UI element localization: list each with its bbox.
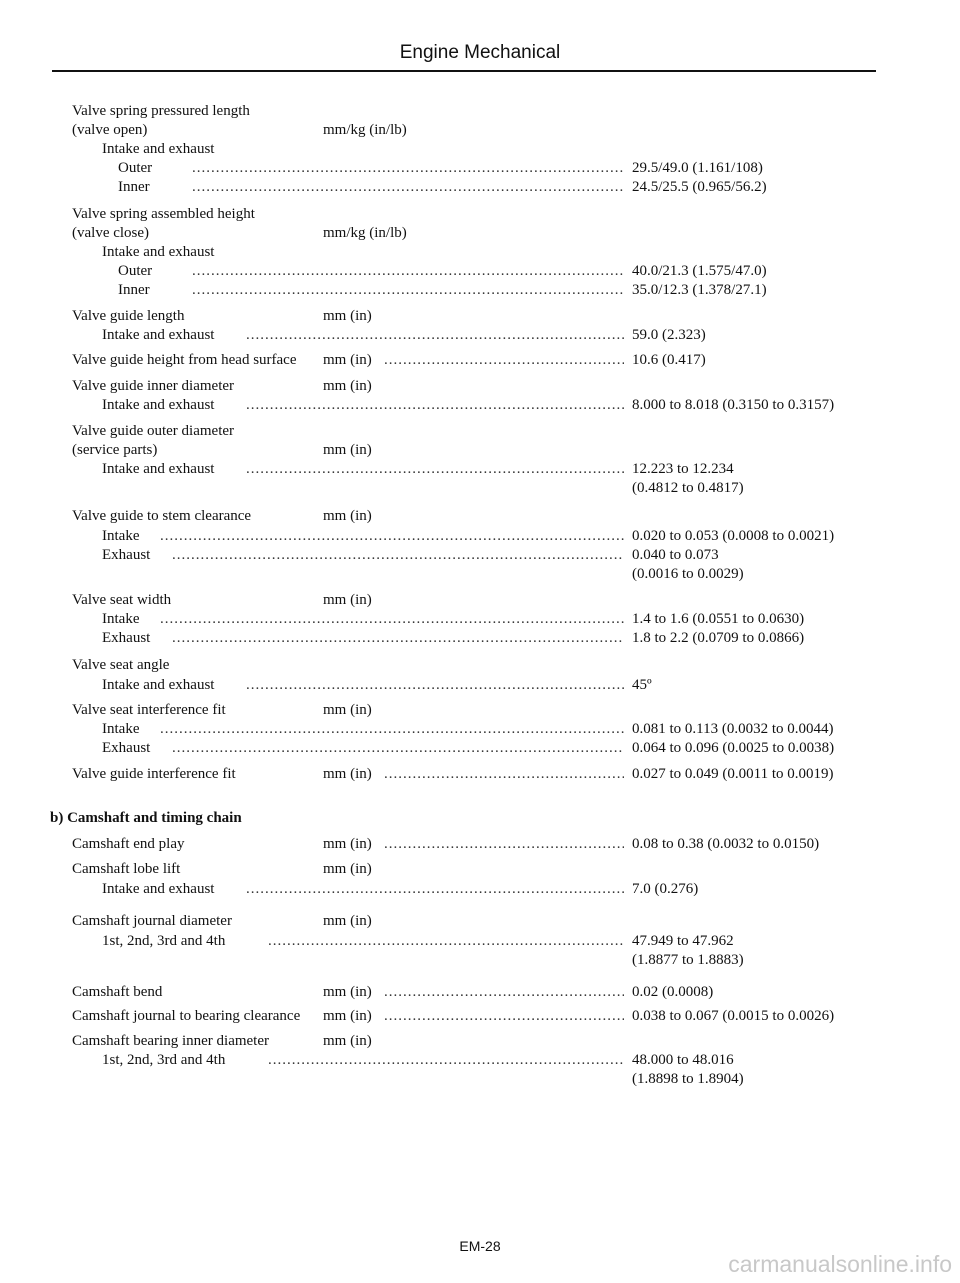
- dot-leader: [384, 983, 624, 1001]
- dot-leader: [384, 351, 624, 369]
- spec-label: (valve open): [72, 122, 148, 138]
- dot-leader: [172, 629, 624, 647]
- spec-value: (0.0016 to 0.0029): [632, 566, 744, 582]
- dot-leader: [246, 396, 624, 414]
- spec-unit: mm (in): [323, 836, 372, 852]
- dot-leader: [192, 262, 624, 280]
- spec-value: (1.8898 to 1.8904): [632, 1071, 744, 1087]
- spec-label: Exhaust: [102, 547, 151, 563]
- spec-unit: mm (in): [323, 442, 372, 458]
- spec-unit: mm (in): [323, 766, 372, 782]
- spec-unit: mm (in): [323, 1033, 372, 1049]
- spec-unit: mm (in): [323, 592, 372, 608]
- spec-unit: mm/kg (in/lb): [323, 122, 407, 138]
- spec-label: Intake: [102, 721, 140, 737]
- spec-label: Valve guide length: [72, 308, 185, 324]
- spec-label: Valve spring assembled height: [72, 206, 255, 222]
- spec-label: (service parts): [72, 442, 158, 458]
- spec-unit: mm (in): [323, 861, 372, 877]
- spec-unit: mm (in): [323, 1008, 372, 1024]
- spec-unit: mm (in): [323, 913, 372, 929]
- spec-value: (1.8877 to 1.8883): [632, 952, 744, 968]
- spec-label: Valve seat interference fit: [72, 702, 226, 718]
- spec-value: 29.5/49.0 (1.161/108): [632, 160, 763, 176]
- spec-label: Valve guide inner diameter: [72, 378, 235, 394]
- spec-label: (valve close): [72, 225, 150, 241]
- spec-label: 1st, 2nd, 3rd and 4th: [102, 1052, 226, 1068]
- page-number: EM-28: [459, 1238, 501, 1254]
- dot-leader: [268, 932, 624, 950]
- spec-label: Valve seat angle: [72, 657, 170, 673]
- spec-label: Valve guide outer diameter: [72, 423, 235, 439]
- spec-unit: mm/kg (in/lb): [323, 225, 407, 241]
- spec-value: 40.0/21.3 (1.575/47.0): [632, 263, 767, 279]
- spec-label: Intake and exhaust: [102, 397, 215, 413]
- spec-unit: mm (in): [323, 508, 372, 524]
- spec-label: Valve guide height from head surface: [72, 352, 297, 368]
- spec-label: Intake and exhaust: [102, 461, 215, 477]
- spec-unit: mm (in): [323, 308, 372, 324]
- dot-leader: [384, 765, 624, 783]
- spec-label: Intake: [102, 611, 140, 627]
- spec-value: 0.020 to 0.053 (0.0008 to 0.0021): [632, 528, 835, 544]
- spec-label: Camshaft lobe lift: [72, 861, 181, 877]
- dot-leader: [268, 1051, 624, 1069]
- spec-value: 12.223 to 12.234: [632, 461, 734, 477]
- dot-leader: [172, 546, 624, 564]
- spec-label: Outer: [118, 160, 153, 176]
- dot-leader: [384, 1007, 624, 1025]
- spec-label: Camshaft journal diameter: [72, 913, 232, 929]
- spec-value: 0.08 to 0.38 (0.0032 to 0.0150): [632, 836, 820, 852]
- spec-value: 48.000 to 48.016: [632, 1052, 734, 1068]
- spec-label: Inner: [118, 282, 150, 298]
- spec-label: Exhaust: [102, 740, 151, 756]
- dot-leader: [172, 739, 624, 757]
- spec-value: 35.0/12.3 (1.378/27.1): [632, 282, 767, 298]
- page-title: Engine Mechanical: [399, 42, 561, 63]
- spec-label: Inner: [118, 179, 150, 195]
- spec-label: Exhaust: [102, 630, 151, 646]
- dot-leader: [246, 676, 624, 694]
- dot-leader: [384, 835, 624, 853]
- spec-value: 8.000 to 8.018 (0.3150 to 0.3157): [632, 397, 835, 413]
- spec-label: Valve guide interference fit: [72, 766, 236, 782]
- spec-value: 1.4 to 1.6 (0.0551 to 0.0630): [632, 611, 805, 627]
- spec-label: Camshaft journal to bearing clearance: [72, 1008, 301, 1024]
- spec-label: 1st, 2nd, 3rd and 4th: [102, 933, 226, 949]
- spec-value: 47.949 to 47.962: [632, 933, 734, 949]
- spec-value: 0.081 to 0.113 (0.0032 to 0.0044): [632, 721, 834, 737]
- spec-value: 59.0 (2.323): [632, 327, 706, 343]
- spec-value: (0.4812 to 0.4817): [632, 480, 744, 496]
- spec-value: 0.064 to 0.096 (0.0025 to 0.0038): [632, 740, 835, 756]
- spec-label: Camshaft bend: [72, 984, 163, 1000]
- dot-leader: [160, 527, 624, 545]
- spec-label: Intake and exhaust: [102, 327, 215, 343]
- spec-value: 45º: [632, 677, 652, 693]
- spec-label: Valve seat width: [72, 592, 172, 608]
- spec-label: Intake and exhaust: [102, 244, 215, 260]
- spec-label: Valve guide to stem clearance: [72, 508, 252, 524]
- spec-label: Camshaft bearing inner diameter: [72, 1033, 270, 1049]
- watermark: carmanualsonline.info: [728, 1251, 952, 1277]
- spec-unit: mm (in): [323, 378, 372, 394]
- dot-leader: [192, 159, 624, 177]
- spec-value: 7.0 (0.276): [632, 881, 699, 897]
- spec-label: Intake: [102, 528, 140, 544]
- dot-leader: [246, 880, 624, 898]
- spec-value: 0.027 to 0.049 (0.0011 to 0.0019): [632, 766, 834, 782]
- dot-leader: [246, 460, 624, 478]
- dot-leader: [160, 610, 624, 628]
- spec-value: 24.5/25.5 (0.965/56.2): [632, 179, 767, 195]
- spec-label: Outer: [118, 263, 153, 279]
- spec-label: Intake and exhaust: [102, 881, 215, 897]
- spec-value: 0.038 to 0.067 (0.0015 to 0.0026): [632, 1008, 835, 1024]
- spec-value: 10.6 (0.417): [632, 352, 706, 368]
- spec-unit: mm (in): [323, 352, 372, 368]
- dot-leader: [160, 720, 624, 738]
- spec-unit: mm (in): [323, 984, 372, 1000]
- spec-unit: mm (in): [323, 702, 372, 718]
- spec-value: 0.040 to 0.073: [632, 547, 719, 563]
- spec-value: 0.02 (0.0008): [632, 984, 714, 1000]
- header-rule: [52, 70, 876, 72]
- spec-label: Intake and exhaust: [102, 141, 215, 157]
- section-heading: b) Camshaft and timing chain: [50, 810, 242, 826]
- spec-label: Camshaft end play: [72, 836, 185, 852]
- dot-leader: [192, 281, 624, 299]
- dot-leader: [192, 178, 624, 196]
- spec-value: 1.8 to 2.2 (0.0709 to 0.0866): [632, 630, 805, 646]
- dot-leader: [246, 326, 624, 344]
- spec-label: Valve spring pressured length: [72, 103, 250, 119]
- spec-label: Intake and exhaust: [102, 677, 215, 693]
